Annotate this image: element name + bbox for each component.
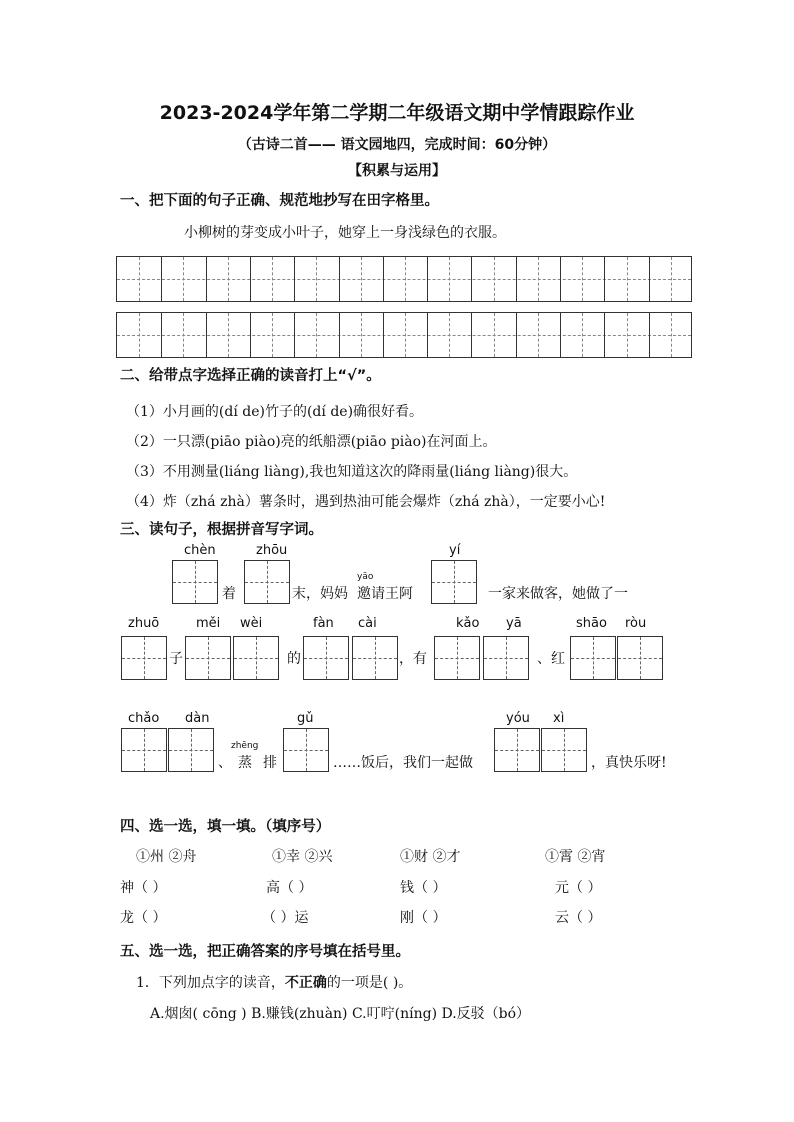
pinyin-you: yóu — [506, 711, 530, 726]
q3-text: 着 — [222, 586, 236, 602]
q2-heading: 二、给带点字选择正确的读音打上“√”。 — [120, 368, 381, 384]
q4-option-1: ①州 ②舟 — [136, 849, 197, 865]
grid-cell-border — [250, 313, 251, 357]
pinyin-chao: chǎo — [128, 711, 160, 726]
grid-cell-border — [516, 313, 517, 357]
write-box[interactable] — [352, 636, 398, 680]
q3-text: 子 — [169, 651, 183, 667]
grid-cell-guide — [405, 257, 406, 301]
grid-cell-border — [383, 257, 384, 301]
q5-heading: 五、选一选，把正确答案的序号填在括号里。 — [120, 944, 410, 960]
pinyin-fan: fàn — [313, 616, 334, 631]
grid-cell-border — [427, 257, 428, 301]
q3-text: 、红 — [537, 651, 565, 667]
q4-option-3: ①财 ②才 — [400, 849, 461, 865]
grid-cell-border — [383, 313, 384, 357]
grid-cell-guide — [316, 257, 317, 301]
grid-cell-guide — [538, 313, 539, 357]
pinyin-yi: yí — [449, 543, 461, 558]
grid-cell-border — [161, 257, 162, 301]
pinyin-zhou: zhōu — [256, 543, 288, 558]
write-box[interactable] — [570, 636, 616, 680]
write-box[interactable] — [233, 636, 279, 680]
section-tag: 【积累与运用】 — [348, 163, 446, 179]
grid-cell-guide — [272, 257, 273, 301]
pinyin-dan: dàn — [185, 711, 210, 726]
write-box[interactable] — [434, 636, 480, 680]
grid-cell-border — [206, 313, 207, 357]
write-box[interactable] — [121, 636, 167, 680]
grid-cell-border — [604, 313, 605, 357]
write-box[interactable] — [494, 728, 540, 772]
write-box[interactable] — [168, 728, 214, 772]
grid-cell-border — [604, 257, 605, 301]
pinyin-yao: yāo — [357, 572, 374, 582]
q5-question-end: 的一项是( )。 — [326, 975, 413, 991]
grid-cell-guide — [272, 313, 273, 357]
grid-cell-guide — [582, 257, 583, 301]
grid-row-2[interactable] — [116, 312, 692, 358]
q3-text: ……饭后，我们一起做 — [333, 755, 473, 771]
pinyin-rou: ròu — [625, 616, 647, 631]
write-box[interactable] — [541, 728, 587, 772]
grid-cell-guide — [405, 313, 406, 357]
q4-blank[interactable]: 高（ ） — [266, 880, 313, 896]
grid-cell-border — [339, 313, 340, 357]
pinyin-ya: yā — [506, 616, 522, 631]
q5-choices[interactable]: A.烟囱( cōng ) B.赚钱(zhuàn) C.叮咛(níng) D.反驳（bó） — [150, 1006, 531, 1022]
q2-item-1: （1）小月画的(dí de)竹子的(dí de)确很好看。 — [126, 404, 424, 420]
grid-cell-guide — [361, 313, 362, 357]
grid-cell-border — [294, 257, 295, 301]
pinyin-shao: shāo — [576, 616, 607, 631]
page-title: 2023-2024学年第二学期二年级语文期中学情跟踪作业 — [159, 102, 635, 124]
grid-cell-border — [339, 257, 340, 301]
grid-cell-border — [206, 257, 207, 301]
grid-cell-guide — [183, 257, 184, 301]
q4-option-2: ①幸 ②兴 — [272, 849, 333, 865]
q3-text: ，有 — [399, 651, 427, 667]
grid-cell-guide — [671, 313, 672, 357]
grid-cell-border — [427, 313, 428, 357]
grid-cell-border — [560, 257, 561, 301]
q3-text: 末，妈妈 — [292, 586, 348, 602]
q4-blank[interactable]: （ ）运 — [262, 910, 309, 926]
q5-question-start: 1．下列加点字的读音， — [136, 975, 285, 991]
q2-item-4: （4）炸（zhá zhà）薯条时，遇到热油可能会爆炸（zhá zhà），一定要小心! — [126, 494, 606, 510]
grid-cell-guide — [139, 257, 140, 301]
q2-item-3: （3）不用测量(liáng liàng),我也知道这次的降雨量(liáng liàng)很大。 — [126, 464, 578, 480]
grid-cell-guide — [228, 313, 229, 357]
grid-cell-border — [471, 313, 472, 357]
grid-cell-border — [649, 257, 650, 301]
grid-cell-guide — [582, 313, 583, 357]
write-box[interactable] — [617, 636, 663, 680]
q3-text: 排 — [263, 755, 277, 771]
q3-text: 请王阿 — [371, 586, 413, 602]
grid-cell-guide — [627, 313, 628, 357]
grid-cell-border — [516, 257, 517, 301]
q1-sentence: 小柳树的芽变成小叶子，她穿上一身浅绿色的衣服。 — [184, 225, 506, 241]
q4-heading: 四、选一选，填一填。（填序号） — [120, 819, 331, 835]
grid-cell-guide — [449, 257, 450, 301]
q4-blank[interactable]: 元（ ） — [555, 880, 602, 896]
grid-cell-guide — [449, 313, 450, 357]
pinyin-wei: wèi — [240, 616, 263, 631]
q5-question — [136, 972, 412, 992]
write-box[interactable] — [431, 560, 477, 604]
q4-blank[interactable]: 龙（ ） — [120, 910, 167, 926]
write-box[interactable] — [283, 728, 329, 772]
grid-cell-guide — [494, 257, 495, 301]
pinyin-chen: chèn — [184, 543, 216, 558]
q4-blank[interactable]: 钱（ ） — [400, 880, 447, 896]
grid-cell-border — [161, 313, 162, 357]
q3-text: 、 — [218, 755, 232, 771]
write-box[interactable] — [185, 636, 231, 680]
write-box[interactable] — [172, 560, 218, 604]
q3-text: 一家来做客，她做了一 — [488, 586, 628, 602]
q5-question-bold: 不正确 — [284, 975, 327, 991]
q3-heading: 三、读句子，根据拼音写字词。 — [120, 522, 323, 538]
grid-cell-guide — [228, 257, 229, 301]
grid-cell-guide — [538, 257, 539, 301]
grid-row-1[interactable] — [116, 256, 692, 302]
pinyin-mei: měi — [196, 616, 221, 631]
write-box[interactable] — [244, 560, 290, 604]
q4-blank[interactable]: 神（ ） — [120, 880, 167, 896]
write-box[interactable] — [303, 636, 349, 680]
pinyin-kao: kǎo — [456, 616, 480, 631]
q3-text: 蒸 — [238, 755, 252, 771]
pinyin-cai: cài — [358, 616, 377, 631]
pinyin-xi: xì — [553, 711, 565, 726]
q1-heading: 一、把下面的句子正确、规范地抄写在田字格里。 — [120, 193, 439, 209]
q3-text: 的 — [287, 651, 301, 667]
grid-cell-guide — [627, 257, 628, 301]
grid-cell-guide — [183, 313, 184, 357]
grid-cell-guide — [671, 257, 672, 301]
grid-cell-guide — [494, 313, 495, 357]
pinyin-gu: gǔ — [297, 711, 314, 726]
grid-cell-border — [294, 313, 295, 357]
write-box[interactable] — [483, 636, 529, 680]
grid-cell-border — [471, 257, 472, 301]
q3-text: ，真快乐呀! — [591, 755, 667, 771]
pinyin-zhuo: zhuō — [128, 616, 160, 631]
q2-item-2: （2）一只漂(piāo piào)亮的纸船漂(piāo piào)在河面上。 — [126, 434, 497, 450]
q4-blank[interactable]: 刚（ ） — [400, 910, 447, 926]
q3-text: 邀 — [357, 586, 371, 602]
page-subtitle: （古诗二首—— 语文园地四，完成时间：60分钟） — [237, 137, 557, 153]
pinyin-zheng: zhēng — [231, 741, 259, 751]
q4-option-4: ①霄 ②宵 — [545, 849, 606, 865]
grid-cell-border — [649, 313, 650, 357]
grid-cell-guide — [139, 313, 140, 357]
grid-cell-guide — [316, 313, 317, 357]
grid-cell-border — [560, 313, 561, 357]
grid-cell-guide — [361, 257, 362, 301]
q4-blank[interactable]: 云（ ） — [555, 910, 602, 926]
grid-cell-border — [250, 257, 251, 301]
write-box[interactable] — [121, 728, 167, 772]
